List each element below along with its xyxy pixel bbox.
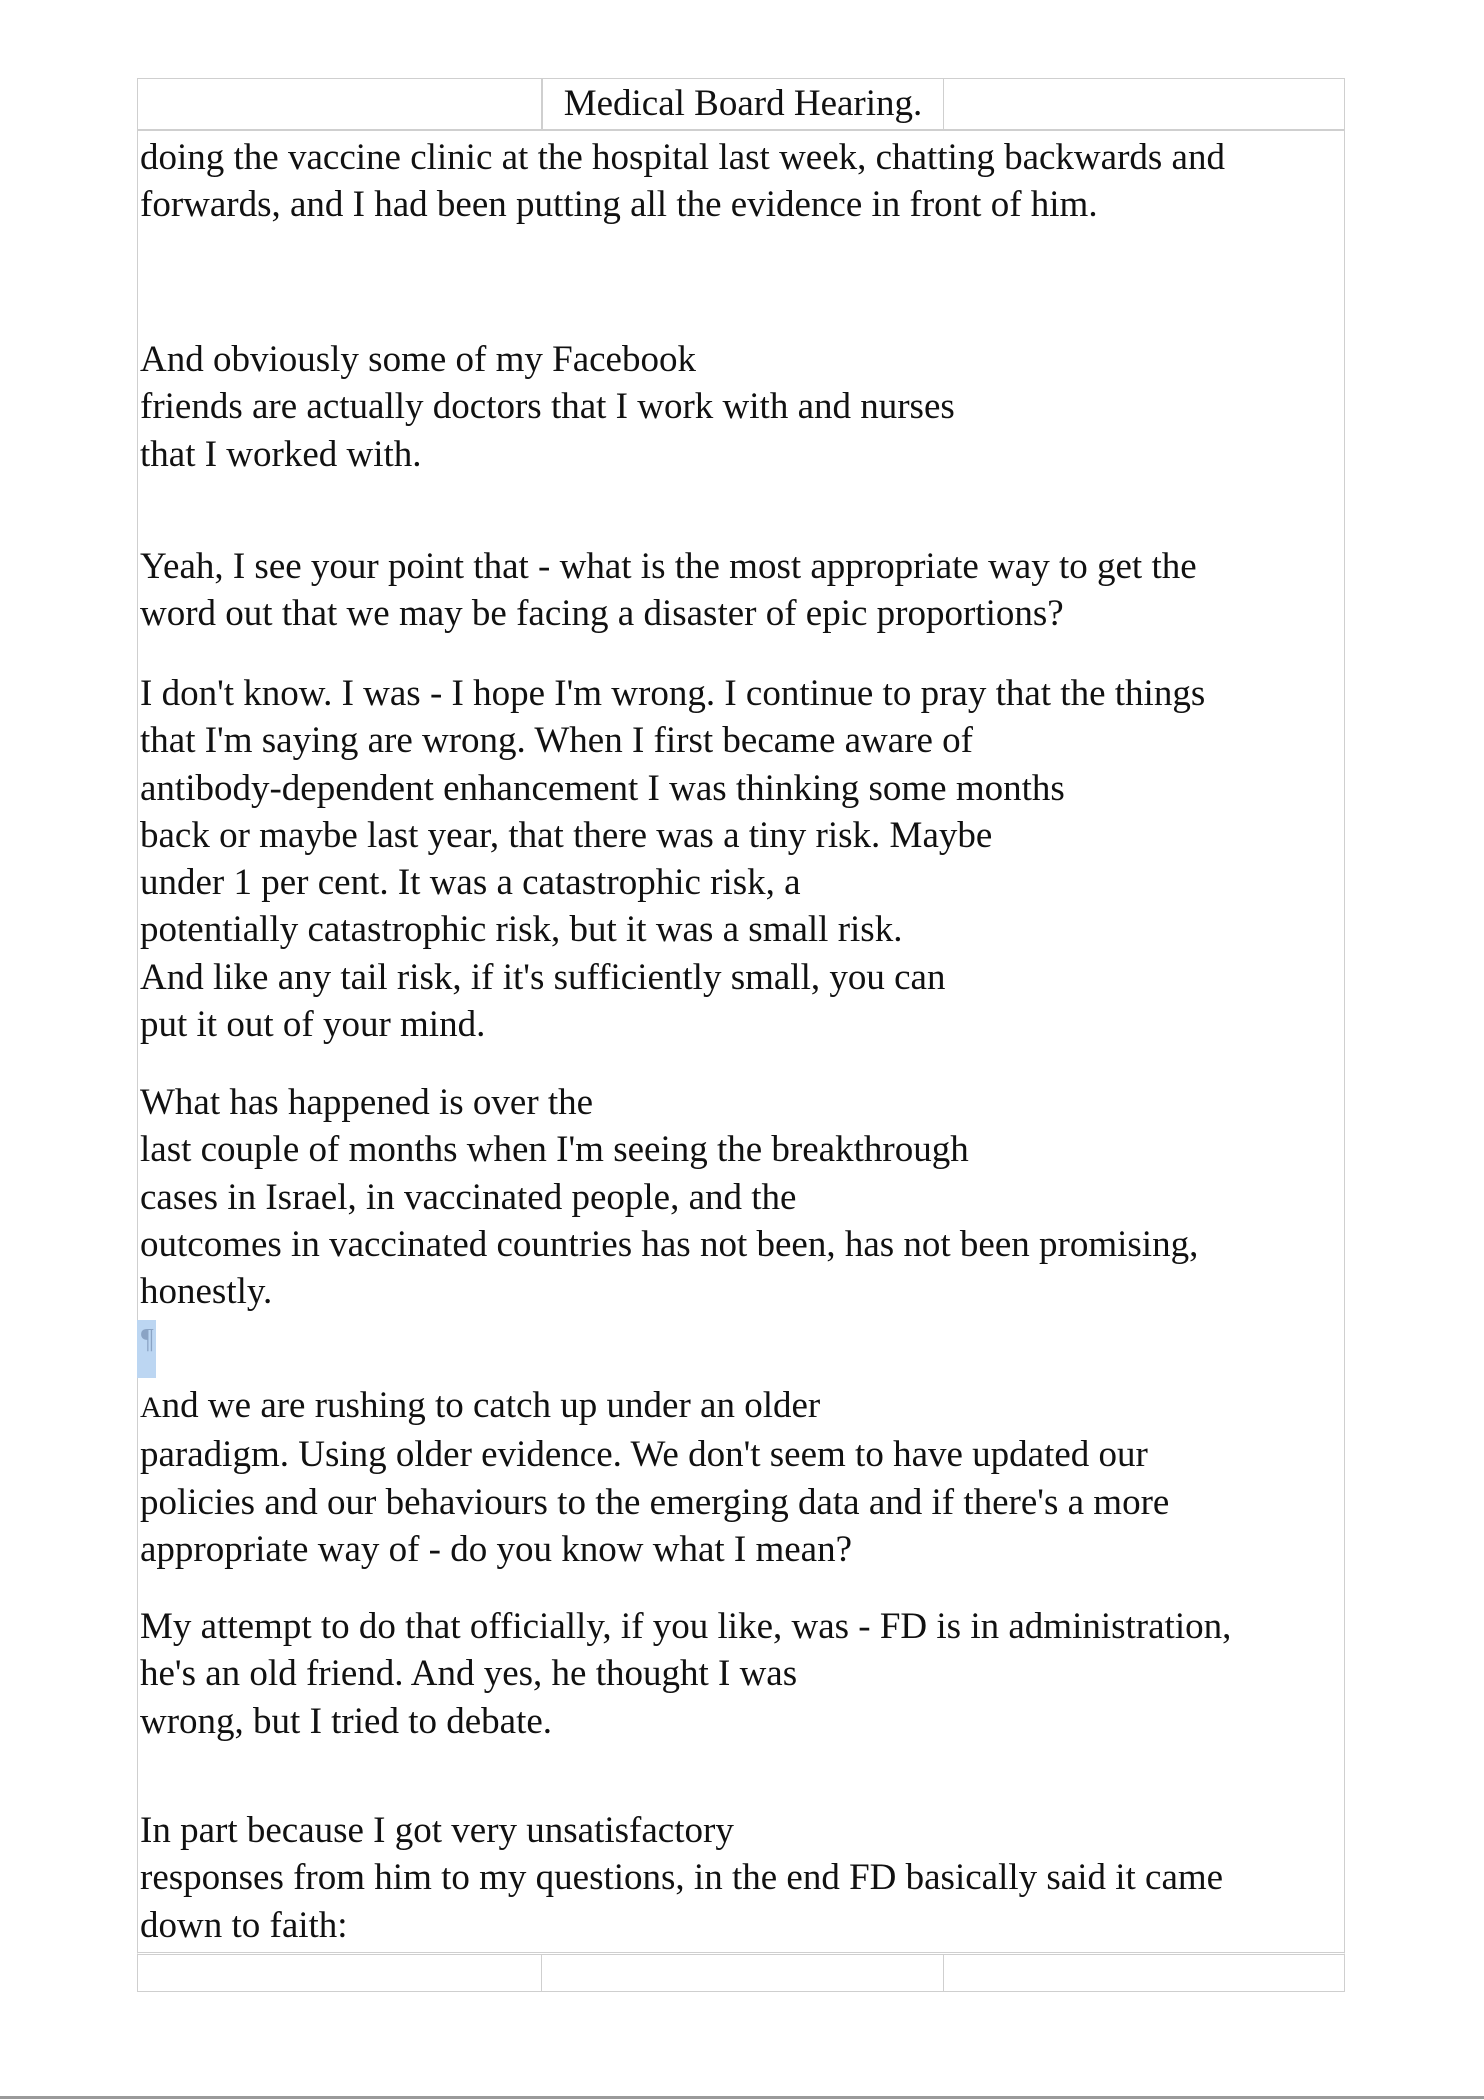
paragraph-6-initial: A <box>140 1391 162 1424</box>
footer-table <box>137 1952 1345 1992</box>
header-table <box>137 78 1345 130</box>
paragraph-3[interactable]: Yeah, I see your point that - what is the most appropriate way to get the word out that we may be facing a disaster of epic proportions? <box>140 546 1197 635</box>
paragraph-6[interactable] <box>140 1382 1340 1573</box>
footer-cell-left[interactable] <box>138 1955 542 1991</box>
paragraph-8[interactable]: In part because I got very unsatisfactory responses from him to my questions, in the end FD basically said it came down to faith: <box>140 1810 1224 1946</box>
paragraph-4[interactable]: I don't know. I was - I hope I'm wrong. I continue to pray that the things that I'm saying are wrong. When I first became aware of antibody-dependent enhancement I was thinking some months back or maybe last year, that there was a tiny risk. Maybe under 1 per cent. It was a catastrophic risk, a potentially catastrophic risk, but it was a small risk. And like any tail risk, if it's sufficiently small, you can put it out of your mind. <box>140 673 1206 1046</box>
paragraph-5[interactable]: What has happened is over the last couple of months when I'm seeing the breakthrough cases in Israel, in vaccinated people, and the outcomes in vaccinated countries has not been, has not been promising, honestly. <box>140 1082 1199 1313</box>
header-cell-left[interactable] <box>138 79 542 129</box>
header-cell-right[interactable] <box>944 79 1344 129</box>
paragraph-7[interactable]: My attempt to do that officially, if you like, was - FD is in administration, he's an old friend. And yes, he thought I was wrong, but I tried to debate. <box>140 1606 1232 1742</box>
footer-cell-center[interactable] <box>542 1955 944 1991</box>
page-bottom-edge <box>0 2096 1484 2099</box>
paragraph-1[interactable]: doing the vaccine clinic at the hospital last week, chatting backwards and forwards, and I had been putting all the evidence in front of him. <box>140 137 1225 226</box>
paragraph-2[interactable]: And obviously some of my Facebook friends are actually doctors that I work with and nurses that I worked with. <box>140 339 955 475</box>
footer-cell-right[interactable] <box>944 1955 1344 1991</box>
paragraph-6-body: nd we are rushing to catch up under an older paradigm. Using older evidence. We don't seem to have updated our policies and our behaviours to the emerging data and if there's a more appropriate way of - do you know what I mean? <box>140 1385 1170 1570</box>
header-title[interactable]: Medical Board Hearing. <box>542 79 944 129</box>
pilcrow-mark[interactable]: ¶ <box>137 1320 156 1378</box>
